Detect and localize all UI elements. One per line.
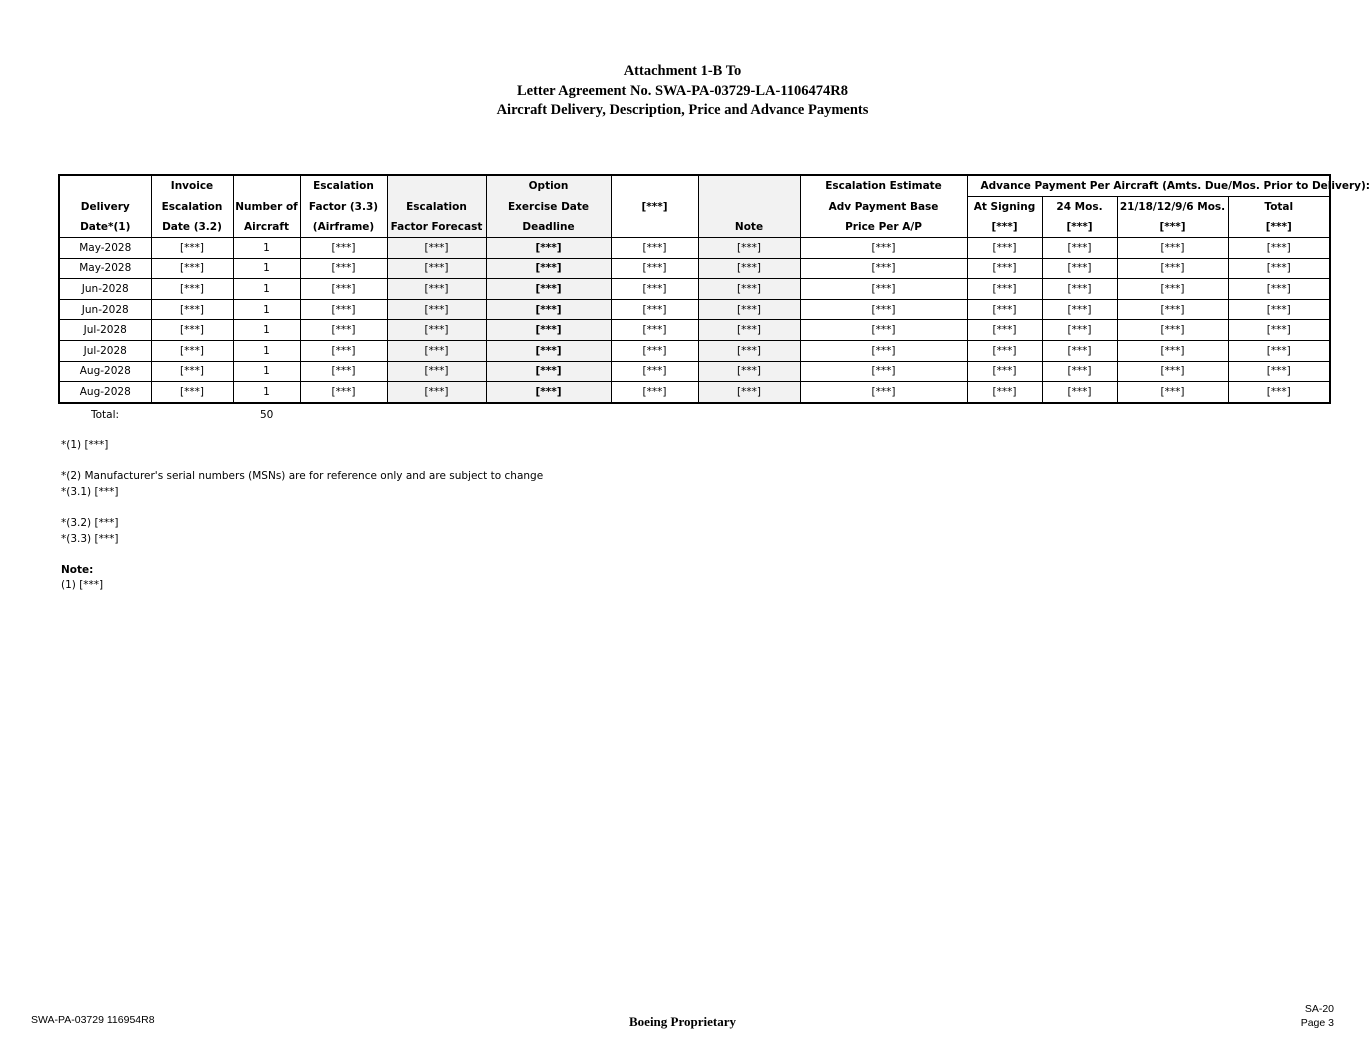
- footer-right-line-2: Page 3: [1300, 1017, 1334, 1029]
- table-cell: 1: [233, 279, 300, 300]
- table-cell: [***]: [387, 320, 486, 341]
- advance-payment-group-header: Advance Payment Per Aircraft (Amts. Due/Mos. Prior to Delivery):: [967, 175, 1330, 197]
- table-cell: [***]: [300, 299, 387, 320]
- table-cell: 1: [233, 320, 300, 341]
- note-heading: Note:: [61, 563, 94, 576]
- table-cell: [***]: [1228, 320, 1330, 341]
- table-cell: [***]: [486, 279, 611, 300]
- table-cell: [***]: [1117, 258, 1228, 279]
- table-cell: [***]: [800, 382, 967, 403]
- table-cell: 1: [233, 382, 300, 403]
- header-cell: [611, 175, 698, 197]
- table-cell: [***]: [1117, 382, 1228, 403]
- table-cell: [***]: [967, 258, 1042, 279]
- table-cell: Jun-2028: [59, 299, 151, 320]
- header-cell: (Airframe): [300, 217, 387, 238]
- table-cell: [***]: [486, 340, 611, 361]
- table-cell: [***]: [151, 238, 233, 259]
- header-cell: Aircraft: [233, 217, 300, 238]
- footnotes: [61, 438, 543, 594]
- table-cell: [***]: [151, 279, 233, 300]
- table-row: [59, 299, 1330, 320]
- table-cell: [***]: [1042, 361, 1117, 382]
- header-cell: Factor (3.3): [300, 197, 387, 218]
- table-cell: [***]: [611, 258, 698, 279]
- table-cell: [***]: [151, 361, 233, 382]
- header-cell: Deadline: [486, 217, 611, 238]
- header-cell: At Signing: [967, 197, 1042, 218]
- table-cell: [***]: [1042, 279, 1117, 300]
- table-cell: [***]: [698, 320, 800, 341]
- table-cell: [***]: [800, 340, 967, 361]
- table-body: [59, 238, 1330, 403]
- table-cell: [***]: [1228, 382, 1330, 403]
- table-cell: [***]: [698, 361, 800, 382]
- table-cell: [***]: [486, 361, 611, 382]
- title-line-1: Attachment 1-B To: [623, 63, 742, 79]
- header-cell: Date (3.2): [151, 217, 233, 238]
- table-cell: [***]: [800, 279, 967, 300]
- table-cell: [***]: [698, 382, 800, 403]
- header-cell: [***]: [1228, 217, 1330, 238]
- header-cell: [***]: [1042, 217, 1117, 238]
- document-title: [0, 62, 1365, 121]
- header-cell: [***]: [1117, 217, 1228, 238]
- table-cell: [***]: [800, 361, 967, 382]
- table-cell: [***]: [967, 361, 1042, 382]
- table-cell: [***]: [300, 340, 387, 361]
- table-row: [59, 320, 1330, 341]
- table-cell: [***]: [486, 238, 611, 259]
- header-cell: Escalation: [151, 197, 233, 218]
- header-cell: [698, 197, 800, 218]
- table-cell: [***]: [967, 279, 1042, 300]
- header-row-2: [59, 197, 1330, 218]
- table-cell: [***]: [800, 320, 967, 341]
- header-cell: [611, 217, 698, 238]
- table-cell: 1: [233, 340, 300, 361]
- table-cell: [***]: [1228, 340, 1330, 361]
- table-cell: [***]: [967, 340, 1042, 361]
- header-cell: Note: [698, 217, 800, 238]
- table-cell: 1: [233, 238, 300, 259]
- header-cell: [233, 175, 300, 197]
- table-cell: [***]: [967, 238, 1042, 259]
- header-cell: Invoice: [151, 175, 233, 197]
- footer-center: Boeing Proprietary: [629, 1014, 736, 1029]
- header-cell: [***]: [967, 217, 1042, 238]
- table-cell: [***]: [486, 299, 611, 320]
- table-cell: 1: [233, 258, 300, 279]
- footnote-3-2: *(3.2) [***]: [61, 516, 119, 529]
- table-cell: [***]: [387, 258, 486, 279]
- table-cell: [***]: [698, 238, 800, 259]
- footer-right: [1301, 1002, 1334, 1030]
- header-row-3: [59, 217, 1330, 238]
- table-cell: [***]: [1228, 279, 1330, 300]
- header-cell: 21/18/12/9/6 Mos.: [1117, 197, 1228, 218]
- table-cell: [***]: [800, 238, 967, 259]
- table-cell: [***]: [151, 340, 233, 361]
- table-cell: [***]: [151, 382, 233, 403]
- table-cell: [***]: [1117, 238, 1228, 259]
- table-cell: [***]: [1228, 299, 1330, 320]
- note-1: (1) [***]: [61, 579, 104, 592]
- table-cell: [***]: [611, 361, 698, 382]
- header-cell: Escalation: [300, 175, 387, 197]
- table-cell: [***]: [1117, 361, 1228, 382]
- table-cell: [***]: [800, 258, 967, 279]
- table-row: [59, 340, 1330, 361]
- table-cell: [***]: [486, 320, 611, 341]
- header-cell: Date*(1): [59, 217, 151, 238]
- header-cell: [698, 175, 800, 197]
- table-cell: Aug-2028: [59, 361, 151, 382]
- header-cell: Adv Payment Base: [800, 197, 967, 218]
- table-cell: [***]: [387, 238, 486, 259]
- header-cell: Price Per A/P: [800, 217, 967, 238]
- table-cell: 1: [233, 361, 300, 382]
- footnote-3-1: *(3.1) [***]: [61, 485, 119, 498]
- title-line-2: Letter Agreement No. SWA-PA-03729-LA-1106474R8: [516, 82, 849, 99]
- title-line-3: Aircraft Delivery, Description, Price and Advance Payments: [496, 102, 869, 118]
- table-cell: [***]: [611, 299, 698, 320]
- header-cell: [387, 175, 486, 197]
- table-cell: [***]: [611, 279, 698, 300]
- table-cell: [***]: [1117, 279, 1228, 300]
- header-cell: 24 Mos.: [1042, 197, 1117, 218]
- table-row: [59, 279, 1330, 300]
- footnote-3-3: *(3.3) [***]: [61, 532, 119, 545]
- table-cell: [***]: [1042, 238, 1117, 259]
- total-label: Total:: [91, 409, 120, 421]
- header-cell: Option: [486, 175, 611, 197]
- table-cell: [***]: [800, 299, 967, 320]
- table-cell: May-2028: [59, 258, 151, 279]
- footnote-1: *(1) [***]: [61, 439, 109, 451]
- table-cell: Jun-2028: [59, 279, 151, 300]
- table-cell: Jul-2028: [59, 320, 151, 341]
- delivery-table: [58, 174, 1370, 404]
- header-cell: Factor Forecast: [387, 217, 486, 238]
- header-cell: Number of: [233, 197, 300, 218]
- footnote-2: *(2) Manufacturer's serial numbers (MSNs) are for reference only and are subject to change: [61, 470, 544, 483]
- header-cell: Escalation: [387, 197, 486, 218]
- table-cell: [***]: [1042, 340, 1117, 361]
- header-cell: Delivery: [80, 200, 130, 213]
- table-cell: [***]: [967, 382, 1042, 403]
- table-cell: [***]: [151, 258, 233, 279]
- table-cell: [***]: [1228, 238, 1330, 259]
- table-cell: [***]: [1042, 382, 1117, 403]
- header-cell: [59, 175, 151, 197]
- table-cell: [***]: [387, 382, 486, 403]
- table-cell: [***]: [300, 361, 387, 382]
- footer-left: SWA-PA-03729 116954R8: [31, 1014, 155, 1026]
- total-value: 50: [260, 409, 274, 421]
- table-cell: [***]: [1042, 320, 1117, 341]
- table-cell: [***]: [611, 340, 698, 361]
- table-cell: [***]: [387, 279, 486, 300]
- table-cell: [***]: [486, 382, 611, 403]
- table-cell: [***]: [486, 258, 611, 279]
- table-cell: 1: [233, 299, 300, 320]
- table-cell: [***]: [1117, 340, 1228, 361]
- table-cell: [***]: [300, 279, 387, 300]
- table-row: [59, 361, 1330, 382]
- table-cell: [***]: [611, 320, 698, 341]
- table-row: [59, 382, 1330, 403]
- table-cell: [***]: [1042, 258, 1117, 279]
- table-cell: [***]: [967, 299, 1042, 320]
- header-cell: [***]: [611, 197, 698, 218]
- table-cell: [***]: [300, 258, 387, 279]
- table-cell: [***]: [698, 340, 800, 361]
- table-row: [59, 258, 1330, 279]
- table-cell: [***]: [698, 279, 800, 300]
- table-cell: Jul-2028: [59, 340, 151, 361]
- table-cell: [***]: [387, 361, 486, 382]
- table-cell: [***]: [1228, 361, 1330, 382]
- table-cell: [***]: [1042, 299, 1117, 320]
- table-cell: [***]: [151, 299, 233, 320]
- table-cell: [***]: [1228, 258, 1330, 279]
- table-cell: [***]: [151, 320, 233, 341]
- table-cell: [***]: [698, 299, 800, 320]
- header-row-1: [59, 175, 1330, 197]
- table-cell: [***]: [300, 382, 387, 403]
- table-cell: [***]: [300, 320, 387, 341]
- table-cell: [***]: [1117, 320, 1228, 341]
- table-row: [59, 238, 1330, 259]
- header-cell: Escalation Estimate: [800, 175, 967, 197]
- table-cell: [***]: [698, 258, 800, 279]
- table-cell: [***]: [387, 340, 486, 361]
- header-cell: Exercise Date: [486, 197, 611, 218]
- table-cell: [***]: [611, 382, 698, 403]
- header-cell: Total: [1228, 197, 1330, 218]
- table-cell: [***]: [1117, 299, 1228, 320]
- table-cell: [***]: [387, 299, 486, 320]
- footer-right-line-1: SA-20: [1304, 1003, 1334, 1015]
- table-cell: [***]: [967, 320, 1042, 341]
- table-cell: May-2028: [59, 238, 151, 259]
- table-cell: [***]: [611, 238, 698, 259]
- table-cell: Aug-2028: [59, 382, 151, 403]
- table-cell: [***]: [300, 238, 387, 259]
